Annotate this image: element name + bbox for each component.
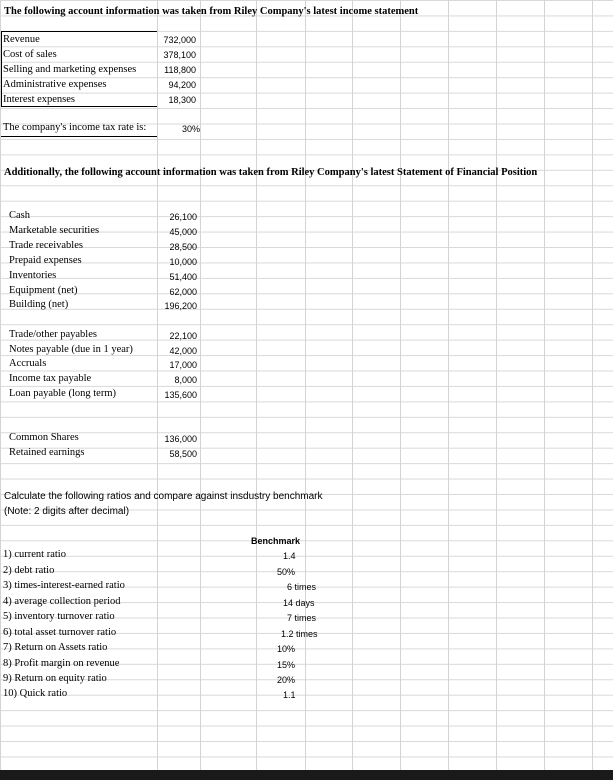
ratio-label: 3) times-interest-earned ratio	[3, 580, 125, 591]
asset-label: Inventories	[9, 270, 57, 281]
ratio-benchmark: 1.2 times	[281, 629, 318, 639]
liability-value: 8,000	[174, 375, 197, 385]
ratio-label: 1) current ratio	[3, 549, 66, 560]
asset-label: Marketable securities	[9, 225, 100, 236]
income-item-label: Selling and marketing expenses	[3, 64, 137, 75]
grid-column-line	[352, 0, 353, 770]
liability-value: 17,000	[169, 360, 197, 370]
grid-column-line	[448, 0, 449, 770]
income-box-border	[1, 31, 157, 32]
ratio-benchmark: 20%	[277, 675, 296, 685]
liability-label: Accruals	[9, 358, 47, 369]
income-item-label: Administrative expenses	[3, 79, 107, 90]
equity-value: 58,500	[169, 449, 197, 459]
ratio-benchmark: 1.1	[283, 690, 296, 700]
liability-label: Notes payable (due in 1 year)	[9, 344, 133, 355]
financial-position-title: Additionally, the following account information was taken from Riley Company's latest Statement of Financial Position	[4, 167, 538, 178]
grid-column-line	[305, 0, 306, 770]
ratio-benchmark: 15%	[277, 660, 296, 670]
income-item-label: Cost of sales	[3, 49, 57, 60]
liability-value: 135,600	[164, 390, 197, 400]
income-item-value: 118,800	[164, 65, 196, 75]
asset-value: 62,000	[169, 287, 197, 297]
ratio-label: 7) Return on Assets ratio	[3, 642, 108, 653]
equity-label: Retained earnings	[9, 447, 85, 458]
grid-column-line	[0, 0, 1, 770]
liability-value: 42,000	[169, 346, 197, 356]
ratio-label: 4) average collection period	[3, 596, 121, 607]
income-item-value: 732,000	[163, 35, 196, 45]
asset-value: 51,400	[169, 272, 197, 282]
grid-column-line	[200, 0, 201, 770]
ratio-benchmark: 1.4	[283, 551, 296, 561]
equity-value: 136,000	[164, 434, 197, 444]
income-item-value: 18,300	[168, 95, 196, 105]
asset-label: Equipment (net)	[9, 285, 78, 296]
task-note: (Note: 2 digits after decimal)	[4, 506, 130, 517]
liability-label: Trade/other payables	[9, 329, 97, 340]
liability-label: Income tax payable	[9, 373, 92, 384]
ratio-benchmark: 14 days	[283, 598, 315, 608]
liability-value: 22,100	[169, 331, 197, 341]
grid-column-line	[400, 0, 401, 770]
task-instruction: Calculate the following ratios and compare against insdustry benchmark	[4, 491, 323, 502]
asset-value: 28,500	[169, 242, 197, 252]
liability-label: Loan payable (long term)	[9, 388, 116, 399]
tax-rate-value: 30%	[181, 124, 200, 134]
ratio-benchmark: 10%	[277, 644, 296, 654]
ratio-label: 10) Quick ratio	[3, 688, 68, 699]
tax-rate-label: The company's income tax rate is:	[3, 122, 147, 133]
ratio-label: 8) Profit margin on revenue	[3, 658, 120, 669]
ratio-benchmark: 7 times	[287, 613, 317, 623]
bottom-edge-bar	[0, 770, 613, 780]
grid-column-line	[256, 0, 257, 770]
asset-value: 196,200	[164, 301, 197, 311]
income-box-border	[1, 106, 157, 107]
income-item-label: Interest expenses	[3, 94, 76, 105]
ratio-benchmark: 50%	[277, 567, 296, 577]
grid-column-line	[157, 0, 158, 770]
grid-column-line	[592, 0, 593, 770]
asset-label: Building (net)	[9, 299, 69, 310]
income-item-value: 94,200	[168, 80, 196, 90]
tax-box-border	[1, 136, 157, 137]
asset-value: 10,000	[169, 257, 197, 267]
ratio-label: 9) Return on equity ratio	[3, 673, 107, 684]
income-box-border	[1, 31, 2, 107]
grid-column-line	[496, 0, 497, 770]
asset-value: 45,000	[169, 227, 197, 237]
ratio-benchmark: 6 times	[287, 582, 317, 592]
income-item-value: 378,100	[163, 50, 196, 60]
ratio-label: 2) debt ratio	[3, 565, 55, 576]
asset-value: 26,100	[169, 212, 197, 222]
income-item-label: Revenue	[3, 34, 40, 45]
grid-column-line	[544, 0, 545, 770]
asset-label: Trade receivables	[9, 240, 83, 251]
asset-label: Prepaid expenses	[9, 255, 82, 266]
income-statement-title: The following account information was taken from Riley Company's latest income statement	[4, 6, 419, 17]
asset-label: Cash	[9, 210, 30, 221]
ratio-label: 6) total asset turnover ratio	[3, 627, 117, 638]
equity-label: Common Shares	[9, 432, 79, 443]
benchmark-header: Benchmark	[251, 536, 301, 546]
ratio-label: 5) inventory turnover ratio	[3, 611, 115, 622]
